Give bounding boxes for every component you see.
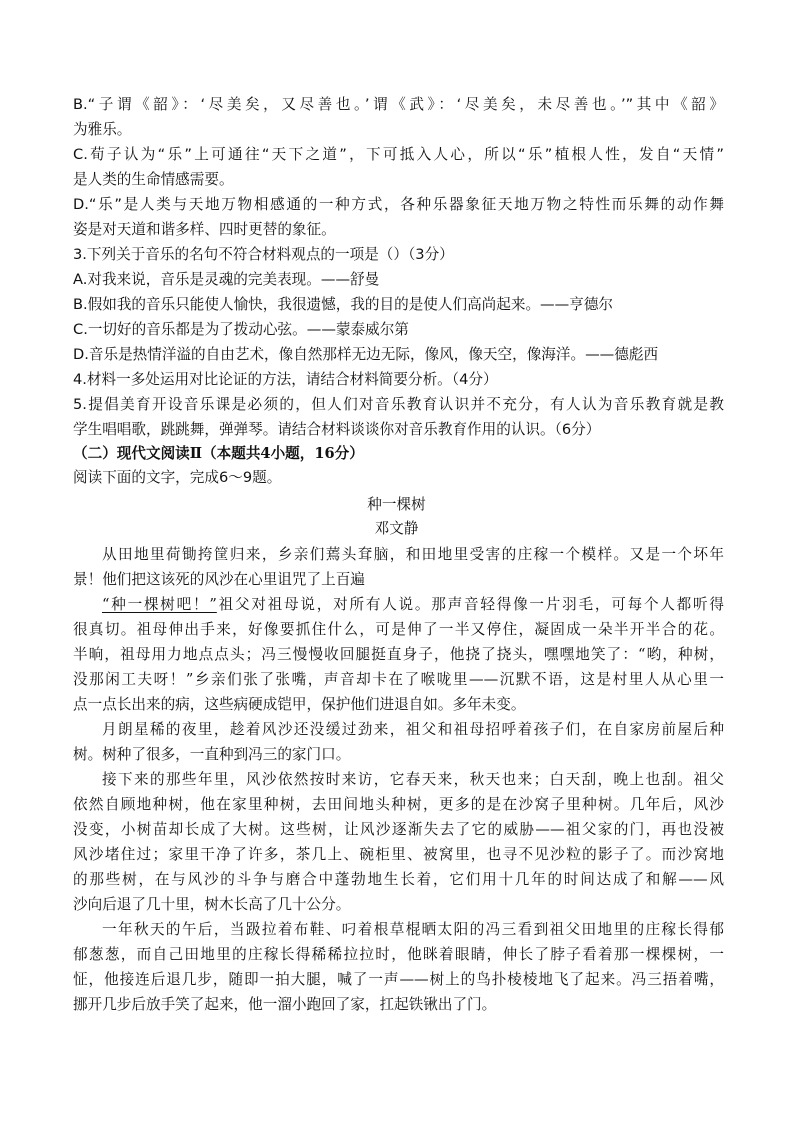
q2-option-d-line2: 姿是对天道和谐多样、四时更替的象征。: [73, 221, 336, 238]
underlined-quote: “种一棵树吧！”: [102, 596, 217, 613]
story-line: 一年秋天的午后，当趿拉着布鞋、叼着根草棍晒太阳的冯三看到祖父田地里的庄稼长得郁: [102, 921, 724, 938]
q2-option-b-line2: 为雅乐。: [73, 121, 132, 138]
story-title: 种一棵树: [367, 496, 426, 513]
story-line: 怔，他接连后退几步，随即一拍大腿，喊了一声——树上的鸟扑棱棱地飞了起来。冯三捂着嘴，: [73, 971, 724, 988]
q3-stem: 3.下列关于音乐的名句不符合材料观点的一项是（）（3分）: [73, 246, 454, 263]
q4-stem: 4.材料一多处运用对比论证的方法，请结合材料简要分析。（4分）: [73, 371, 498, 388]
story-line: 月朗星稀的夜里，趁着风沙还没缓过劲来，祖父和祖母招呼着孩子们，在自家房前屋后种: [102, 721, 724, 738]
q2-option-b-line1: B.“子谓《韶》：‘尽美矣，又尽善也。’谓《武》：‘尽美矣，未尽善也。’”其中《韶》: [73, 96, 724, 113]
story-author: 邓文静: [374, 520, 419, 537]
section-heading: （二）现代文阅读Ⅱ（本题共4小题，16分）: [73, 445, 364, 462]
section-instruction: 阅读下面的文字，完成6～9题。: [73, 469, 282, 486]
story-line: 接下来的那些年里，风沙依然按时来访，它春天来，秋天也来；白天刮，晚上也刮。祖父: [102, 771, 724, 788]
q3-option-b: B.假如我的音乐只能使人愉快，我很遗憾，我的目的是使人们高尚起来。——亨德尔: [73, 296, 614, 313]
story-line: 依然自顾地种树，他在家里种树，去田间地头种树，更多的是在沙窝子里种树。几年后，风沙: [73, 796, 724, 813]
q2-option-c-line1: C.荀子认为“乐”上可通往“天下之道”，下可抵入人心，所以“乐”植根人性，发自“天情”: [73, 146, 724, 163]
q5-line2: 学生唱唱歌，跳跳舞，弹弹琴。请结合材料谈谈你对音乐教育作用的认识。（6分）: [73, 421, 601, 438]
story-line: 树。树种了很多，一直种到冯三的家门口。: [73, 746, 351, 763]
q3-option-a: A.对我来说，音乐是灵魂的完美表现。——舒曼: [73, 271, 380, 288]
story-line: 沙向后退了几十里，树木长高了几十公分。: [73, 896, 351, 913]
story-line: 景！他们把这该死的风沙在心里诅咒了上百遍: [73, 571, 365, 588]
story-line: 没变，小树苗却长成了大树。这些树，让风沙逐渐失去了它的威胁——祖父家的门，再也没被: [73, 821, 724, 838]
story-line-rest: 祖父对祖母说，对所有人说。那声音轻得像一片羽毛，可每个人都听得: [216, 596, 724, 613]
story-line: 的那些树，在与风沙的斗争与磨合中蓬勃地生长着，它们用十几年的时间达成了和解——风: [73, 871, 724, 888]
story-line: 挪开几步后放手笑了起来，他一溜小跑回了家，扛起铁锹出了门。: [73, 996, 497, 1013]
story-line: 风沙堵住过；家里干净了许多，茶几上、碗柜里、被窝里，也寻不见沙粒的影子了。而沙窝地: [73, 846, 724, 863]
q5-line1: 5.提倡美育开设音乐课是必须的，但人们对音乐教育认识并不充分，有人认为音乐教育就是教: [73, 396, 724, 413]
story-line: 点一点长出来的病，这些病硬成铠甲，保护他们进退自如。多年未变。: [73, 696, 526, 713]
story-line: 半晌，祖母用力地点点头；冯三慢慢收回腿挺直身子，他挠了挠头，嘿嘿地笑了：“哟，种树，: [73, 646, 724, 663]
q2-option-c-line2: 是人类的生命情感需要。: [73, 171, 234, 188]
story-line: 没那闲工夫呀！”乡亲们张了张嘴，声音却卡在了喉咙里——沉默不语，这是村里人从心里一: [73, 671, 724, 688]
story-line: 从田地里荷锄挎筐归来，乡亲们蔫头耷脑，和田地里受害的庄稼一个模样。又是一个坏年: [102, 546, 724, 563]
q2-option-d-line1: D.“乐”是人类与天地万物相感通的一种方式，各种乐器象征天地万物之特性而乐舞的动作舞: [73, 196, 724, 213]
story-line: 郁葱葱，而自己田地里的庄稼长得稀稀拉拉时，他眯着眼睛，伸长了脖子看着那一棵棵树，一: [73, 946, 724, 963]
q3-option-c: C.一切好的音乐都是为了拨动心弦。——蒙泰威尔第: [73, 321, 409, 338]
story-line: 很真切。祖母伸出手来，好像要抓住什么，可是伸了一半又停住，凝固成一朵半开半合的花。: [73, 621, 724, 638]
q3-option-d: D.音乐是热情洋溢的自由艺术，像自然那样无边无际，像风，像天空，像海洋。——德彪西: [73, 346, 659, 363]
story-line-underlined-quote: [73, 594, 724, 616]
